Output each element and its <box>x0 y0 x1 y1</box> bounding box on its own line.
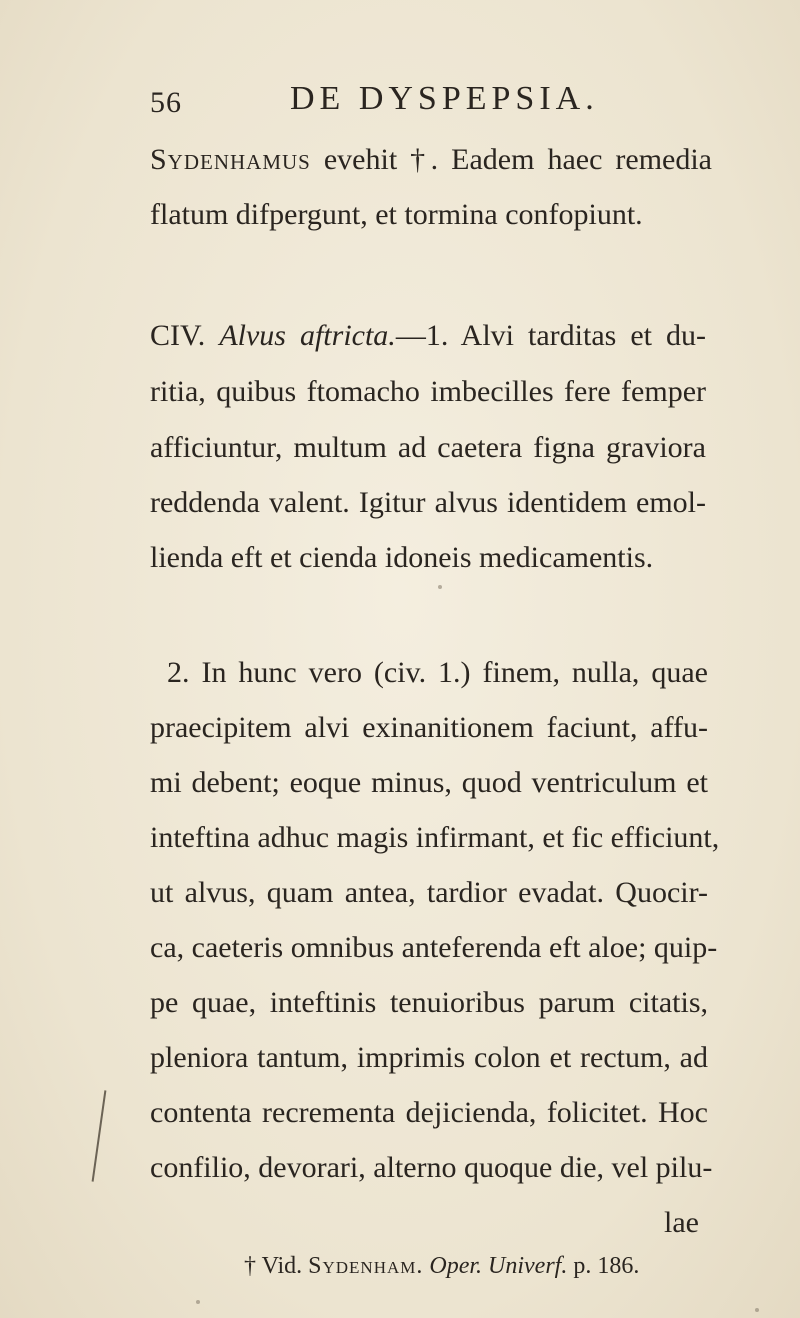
page-number: 56 <box>150 86 182 119</box>
margin-mark <box>92 1090 107 1181</box>
running-head: DE DYSPEPSIA. <box>290 80 599 117</box>
paper-speck <box>755 1308 759 1312</box>
page-header <box>150 78 710 128</box>
section-title: Alvus aftricta. <box>219 319 396 352</box>
text-line-8: 2. In hunc vero (civ. 1.) finem, nulla, quae <box>167 656 708 689</box>
footnote <box>244 1253 639 1280</box>
footnote-author: Sydenham. <box>308 1253 424 1279</box>
text-line-6: reddenda valent. Igitur alvus identidem emol- <box>150 486 706 519</box>
section-number: CIV. <box>150 319 220 352</box>
paper-speck <box>196 1300 200 1304</box>
footnote-marker: † Vid. <box>244 1253 309 1279</box>
text-line-15: pleniora tantum, imprimis colon et rectum, ad <box>150 1041 708 1074</box>
text-fragment: evehit †. Eadem haec remedia <box>310 143 712 176</box>
text-line-5: afficiuntur, multum ad caetera figna graviora <box>150 431 706 464</box>
author-name: Sydenhamus <box>150 143 311 176</box>
footnote-work: Oper. Univerf. <box>423 1253 568 1279</box>
text-line-1 <box>150 145 712 175</box>
text-line-13: ca, caeteris omnibus anteferenda eft aloe; quip- <box>150 931 718 964</box>
footnote-page: p. 186. <box>567 1253 640 1279</box>
text-line-4: ritia, quibus ftomacho imbecilles fere femper <box>150 375 706 408</box>
text-line-11: inteftina adhuc magis infirmant, et fic efficiunt, <box>150 821 720 854</box>
text-line-9: praecipitem alvi exinanitionem faciunt, affu- <box>150 711 708 744</box>
paper-speck <box>438 585 442 589</box>
text-line-10: mi debent; eoque minus, quod ventriculum et <box>150 766 708 799</box>
text-line-16: contenta recrementa dejicienda, folicitet. Hoc <box>150 1096 708 1129</box>
text-fragment: —1. Alvi tarditas et du- <box>395 319 706 352</box>
text-line-2: flatum difpergunt, et tormina confopiunt. <box>150 198 643 231</box>
catchword: lae <box>664 1206 699 1239</box>
text-line-7: lienda eft et cienda idoneis medicamentis. <box>150 541 654 574</box>
text-line-12: ut alvus, quam antea, tardior evadat. Quocir- <box>150 876 708 909</box>
text-line-17: confilio, devorari, alterno quoque die, vel pilu- <box>150 1151 713 1184</box>
section-heading-line <box>150 321 706 351</box>
text-line-14: pe quae, inteftinis tenuioribus parum citatis, <box>150 986 708 1019</box>
